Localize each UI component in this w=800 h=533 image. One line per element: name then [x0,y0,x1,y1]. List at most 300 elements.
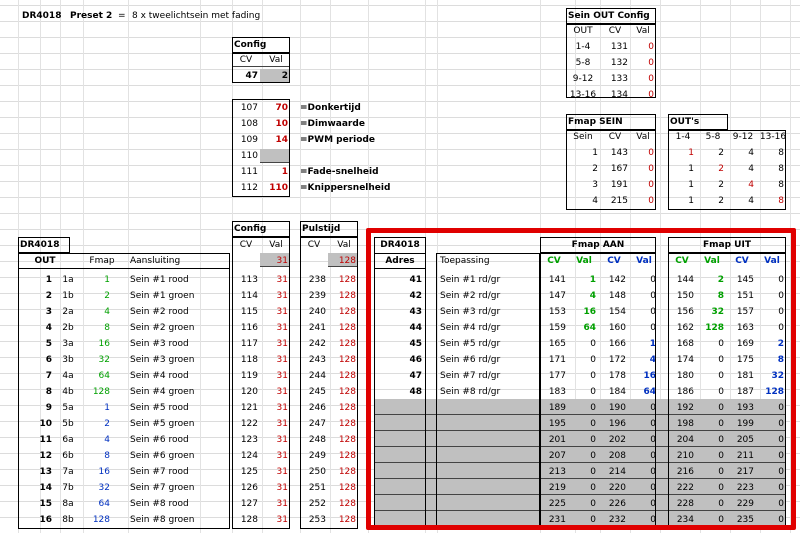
row-fmap: 128 [92,387,110,397]
fu-cell: 210 [676,451,694,461]
row-puls-val: 128 [338,339,356,349]
fa-cell: 159 [548,323,566,333]
fa-cell: 202 [608,435,626,445]
fmapsein-header: Fmap SEIN [568,117,623,127]
row-sein: 6b [62,451,74,461]
config-val: 10 [275,119,288,129]
outs-cell: 4 [748,196,754,206]
row-fmap: 2 [104,419,110,429]
fu-cell: 0 [718,339,724,349]
seinout-val: 0 [648,58,654,68]
row-puls-cv: 240 [308,307,326,317]
adr-num: 44 [409,323,422,333]
fa-col-header: CV [607,256,621,266]
outs-cell: 8 [778,148,784,158]
config-label: =Dimwaarde [300,119,365,129]
fa-cell: 0 [590,435,596,445]
fu-cell: 180 [676,371,694,381]
fa-cell: 232 [608,515,626,525]
main-aansl-h: Aansluiting [130,256,181,266]
config-label [300,149,420,163]
fu-cell: 0 [778,451,784,461]
row-puls-val: 128 [338,467,356,477]
row-cfg-val: 31 [276,403,288,413]
row-fmap: 32 [98,355,110,365]
row-cfg-cv: 128 [240,515,258,525]
seinout-header: Sein OUT Config [568,11,650,21]
row-cfg-cv: 114 [240,291,258,301]
fu-cell: 211 [736,451,754,461]
fu-cell: 162 [676,323,694,333]
title-name: DR4018 [22,11,62,21]
outs-cell: 1 [688,164,694,174]
fu-cell: 216 [676,467,694,477]
row-cfg-cv: 118 [240,355,258,365]
row-sein: 4b [62,387,74,397]
fa-cell: 178 [608,371,626,381]
fu-cell: 169 [736,339,754,349]
row-fmap: 4 [104,307,110,317]
main-puls: Pulstijd [302,224,341,234]
row-num: 1 [45,275,52,285]
row-num: 14 [39,483,52,493]
adr-toep: Sein #7 rd/gr [440,371,501,381]
seinout-cv: 132 [610,58,628,68]
fa-cell: 0 [590,483,596,493]
row-num: 6 [45,355,52,365]
fu-col-header: CV [675,256,689,266]
row-fmap: 64 [98,371,110,381]
seinout-out: 9-12 [572,74,594,84]
adr-num: 48 [409,387,422,397]
row-sein: 4a [62,371,74,381]
fmapsein-val: 0 [648,180,654,190]
fu-cell: 0 [778,499,784,509]
fa-col-header: Val [636,256,652,266]
seinout-col-header: OUT [573,26,593,36]
row-aansl: Sein #3 rood [130,339,189,349]
fu-cell: 0 [718,435,724,445]
fu-cell: 157 [736,307,754,317]
fmapsein-cv: 215 [610,196,628,206]
seinout-cv: 133 [610,74,628,84]
fu-header: Fmap UIT [703,240,751,250]
seinout-col-header: Val [636,26,650,36]
adr-num: 45 [409,339,422,349]
title-desc: 8 x tweelichtsein met fading [132,11,261,21]
row-aansl: Sein #4 rood [130,371,189,381]
adr-num: 42 [409,291,422,301]
adr-toep: Sein #1 rd/gr [440,275,501,285]
row-cfg-val: 31 [276,419,288,429]
main-dr: DR4018 [20,240,60,250]
fa-cell: 160 [608,323,626,333]
adr-toep: Sein #4 rd/gr [440,323,501,333]
row-num: 15 [39,499,52,509]
config-val: 1 [281,167,288,177]
config-val: 110 [269,183,288,193]
row-aansl: Sein #3 groen [130,355,195,365]
fu-cell: 0 [718,467,724,477]
fa-cell: 208 [608,451,626,461]
row-cfg-cv: 116 [240,323,258,333]
seinout-out: 13-16 [569,90,597,100]
fu-cell: 0 [718,403,724,413]
fu-cell: 150 [676,291,694,301]
config-cv-header: CV [239,55,253,65]
row-puls-cv: 251 [308,483,326,493]
fa-cell: 0 [650,515,656,525]
outs-cell: 1 [688,148,694,158]
adr-num: 41 [409,275,422,285]
row-aansl: Sein #4 groen [130,387,195,397]
adr-toep-h: Toepassing [440,256,490,266]
main-puls-val-h: Val [337,240,351,250]
fa-cell: 195 [548,419,566,429]
row-cfg-cv: 122 [240,419,258,429]
seinout-col-header: CV [608,26,622,36]
row-cfg-cv: 120 [240,387,258,397]
fu-cell: 181 [736,371,754,381]
fmapsein-sein: 1 [592,148,598,158]
row-cfg-cv: 123 [240,435,258,445]
fa-cell: 0 [650,275,656,285]
fa-cell: 16 [583,307,596,317]
row-puls-val: 128 [338,355,356,365]
config-header: Config [234,40,267,50]
row-cfg-val: 31 [276,499,288,509]
fu-cell: 8 [717,291,724,301]
row-puls-cv: 253 [308,515,326,525]
fmapsein-cv: 143 [610,148,628,158]
fa-col-header: CV [547,256,561,266]
fu-cell: 144 [676,275,694,285]
adr-num: 47 [409,371,422,381]
fu-cell: 0 [778,323,784,333]
row-cfg-cv: 125 [240,467,258,477]
fu-cell: 2 [717,275,724,285]
main-puls-cv-h: CV [307,240,321,250]
fu-cell: 32 [771,371,784,381]
fa-cell: 0 [650,483,656,493]
row-puls-val: 128 [338,387,356,397]
fu-cell: 175 [736,355,754,365]
fa-cell: 184 [608,387,626,397]
row-aansl: Sein #1 groen [130,291,195,301]
outs-cell: 4 [748,180,754,190]
fu-cell: 0 [778,467,784,477]
seinout-val: 0 [648,42,654,52]
fu-cell: 128 [705,323,724,333]
row-cfg-cv: 113 [240,275,258,285]
fu-cell: 151 [736,291,754,301]
main-puls-top: 128 [338,256,356,266]
fmapsein-val: 0 [648,148,654,158]
row-sein: 3a [62,339,74,349]
fmapsein-sein: 4 [592,196,598,206]
row-puls-cv: 239 [308,291,326,301]
fu-col-header: Val [704,256,720,266]
fa-cell: 148 [608,291,626,301]
fa-cell: 0 [590,467,596,477]
fa-cell: 0 [590,499,596,509]
row-puls-val: 128 [338,515,356,525]
fa-cell: 171 [548,355,566,365]
row-aansl: Sein #8 groen [130,515,195,525]
fu-cell: 0 [778,435,784,445]
fu-cell: 0 [778,419,784,429]
config-cv: 107 [240,103,258,113]
row-cfg-val: 31 [276,355,288,365]
fa-cell: 189 [548,403,566,413]
row-puls-cv: 247 [308,419,326,429]
fa-cell: 219 [548,483,566,493]
fmapsein-col-header: Sein [573,132,593,142]
fu-cell: 174 [676,355,694,365]
fu-cell: 0 [718,451,724,461]
row-sein: 5b [62,419,74,429]
row-sein: 6a [62,435,74,445]
fa-cell: 0 [590,339,596,349]
fa-cell: 4 [649,355,656,365]
fa-cell: 190 [608,403,626,413]
fa-cell: 0 [590,451,596,461]
row-cfg-val: 31 [276,275,288,285]
adr-toep: Sein #3 rd/gr [440,307,501,317]
row-sein: 2a [62,307,74,317]
row-fmap: 1 [104,403,110,413]
outs-cell: 1 [688,196,694,206]
config-frame [232,99,290,197]
fu-cell: 0 [718,387,724,397]
fu-cell: 204 [676,435,694,445]
fa-cell: 0 [650,323,656,333]
fa-cell: 0 [590,403,596,413]
adr-toep: Sein #8 rd/gr [440,387,501,397]
row-fmap: 8 [104,323,110,333]
row-sein: 8a [62,499,74,509]
fa-cell: 142 [608,275,626,285]
fu-cell: 228 [676,499,694,509]
fa-cell: 0 [650,451,656,461]
fu-col-header: CV [735,256,749,266]
row-puls-val: 128 [338,483,356,493]
fu-cell: 156 [676,307,694,317]
row-sein: 1a [62,275,74,285]
adr-toep: Sein #6 rd/gr [440,355,501,365]
row-cfg-val: 31 [276,435,288,445]
row-num: 10 [39,419,52,429]
fa-cell: 0 [650,419,656,429]
config-cv: 108 [240,119,258,129]
fu-cell: 145 [736,275,754,285]
outs-header: OUT's [670,117,700,127]
fa-cell: 196 [608,419,626,429]
seinout-out: 5-8 [575,58,591,68]
outs-cell: 2 [718,196,724,206]
row-puls-cv: 248 [308,435,326,445]
fu-cell: 192 [676,403,694,413]
row-cfg-cv: 126 [240,483,258,493]
row-puls-val: 128 [338,323,356,333]
row-fmap: 16 [98,467,110,477]
seinout-val: 0 [648,74,654,84]
outs-cell: 2 [718,148,724,158]
fa-cell: 0 [590,515,596,525]
row-cfg-val: 31 [276,387,288,397]
fa-cell: 147 [548,291,566,301]
outs-cell: 1 [688,180,694,190]
fa-cell: 0 [650,291,656,301]
row-fmap: 2 [104,291,110,301]
fu-cell: 0 [778,307,784,317]
outs-col-header: 5-8 [705,132,721,142]
fa-cell: 0 [590,387,596,397]
fa-cell: 201 [548,435,566,445]
row-num: 5 [45,339,52,349]
main-cfg-val-h: Val [269,240,283,250]
adr-adres: Adres [385,256,415,266]
fu-cell: 217 [736,467,754,477]
row-aansl: Sein #7 rood [130,467,189,477]
fa-cell: 177 [548,371,566,381]
row-aansl: Sein #6 groen [130,451,195,461]
row-puls-val: 128 [338,307,356,317]
row-fmap: 64 [98,499,110,509]
fa-cell: 0 [650,307,656,317]
config-val-header: Val [269,55,283,65]
fa-cell: 0 [650,499,656,509]
fmapsein-frame [566,130,656,210]
fa-cell: 0 [590,355,596,365]
fa-cell: 213 [548,467,566,477]
fu-cell: 0 [718,371,724,381]
config-val: 70 [275,103,288,113]
row-num: 3 [45,307,52,317]
fa-cell: 172 [608,355,626,365]
outs-cell: 8 [778,164,784,174]
fu-cell: 0 [718,355,724,365]
fmapsein-cv: 191 [610,180,628,190]
row-aansl: Sein #5 groen [130,419,195,429]
fu-cell: 205 [736,435,754,445]
fu-cell: 0 [778,275,784,285]
row-cfg-val: 31 [276,323,288,333]
fa-col-header: Val [576,256,592,266]
row-cfg-val: 31 [276,515,288,525]
row-cfg-cv: 124 [240,451,258,461]
fu-cell: 128 [765,387,784,397]
fu-cell: 186 [676,387,694,397]
fa-cell: 141 [548,275,566,285]
row-aansl: Sein #2 groen [130,323,195,333]
fa-cell: 0 [590,419,596,429]
fu-col-header: Val [764,256,780,266]
outs-col-header: 1-4 [675,132,691,142]
main-fmap-h: Fmap [89,256,115,266]
fa-cell: 226 [608,499,626,509]
row-aansl: Sein #1 rood [130,275,189,285]
row-cfg-cv: 117 [240,339,258,349]
row-sein: 2b [62,323,74,333]
fu-cell: 2 [777,339,784,349]
fu-cell: 168 [676,339,694,349]
outs-cell: 8 [778,196,784,206]
config-label: =Knippersnelheid [300,183,391,193]
row-puls-cv: 242 [308,339,326,349]
seinout-frame [566,24,656,98]
row-num: 11 [39,435,52,445]
row-aansl: Sein #2 rood [130,307,189,317]
outs-cell: 8 [778,180,784,190]
fa-cell: 183 [548,387,566,397]
config-cv: 110 [240,151,258,161]
main-left-header [18,253,230,269]
fu-cell: 0 [778,291,784,301]
seinout-out: 1-4 [575,42,591,52]
fu-cell: 8 [777,355,784,365]
row-num: 4 [45,323,52,333]
highlight-frame [366,228,796,530]
fmapsein-sein: 3 [592,180,598,190]
outs-frame [668,130,786,210]
fa-cell: 4 [589,291,596,301]
adr-toep: Sein #5 rd/gr [440,339,501,349]
row-sein: 1b [62,291,74,301]
row-puls-val: 128 [338,499,356,509]
main-puls-frame [300,237,358,529]
fu-cell: 0 [718,499,724,509]
row-cfg-val: 31 [276,451,288,461]
row-sein: 7b [62,483,74,493]
row-puls-cv: 245 [308,387,326,397]
fa-cell: 16 [643,371,656,381]
seinout-cv: 131 [610,42,628,52]
row-cfg-val: 31 [276,291,288,301]
fmapsein-col-header: CV [608,132,622,142]
row-sein: 8b [62,515,74,525]
outs-col-header: 13-16 [759,132,787,142]
row-fmap: 128 [92,515,110,525]
fu-cell: 222 [676,483,694,493]
row-fmap: 32 [98,483,110,493]
config-cv: 109 [240,135,258,145]
main-cfg: Config [234,224,267,234]
main-cfg-top: 31 [276,256,288,266]
outs-cell: 2 [718,164,724,174]
fa-cell: 207 [548,451,566,461]
fu-cell: 0 [778,403,784,413]
row-cfg-cv: 127 [240,499,258,509]
fmapsein-sein: 2 [592,164,598,174]
config-val: 14 [275,135,288,145]
fa-cell: 1 [589,275,596,285]
seinout-cv: 134 [610,90,628,100]
config-label: =Fade-snelheid [300,167,379,177]
row-cfg-cv: 115 [240,307,258,317]
outs-cell: 4 [748,148,754,158]
outs-cell: 4 [748,164,754,174]
row-num: 13 [39,467,52,477]
fa-cell: 231 [548,515,566,525]
fmapsein-val: 0 [648,164,654,174]
fmapsein-val: 0 [648,196,654,206]
row-num: 9 [45,403,52,413]
seinout-val: 0 [648,90,654,100]
row-puls-val: 128 [338,435,356,445]
row-puls-cv: 249 [308,451,326,461]
config-label: =PWM periode [300,135,375,145]
